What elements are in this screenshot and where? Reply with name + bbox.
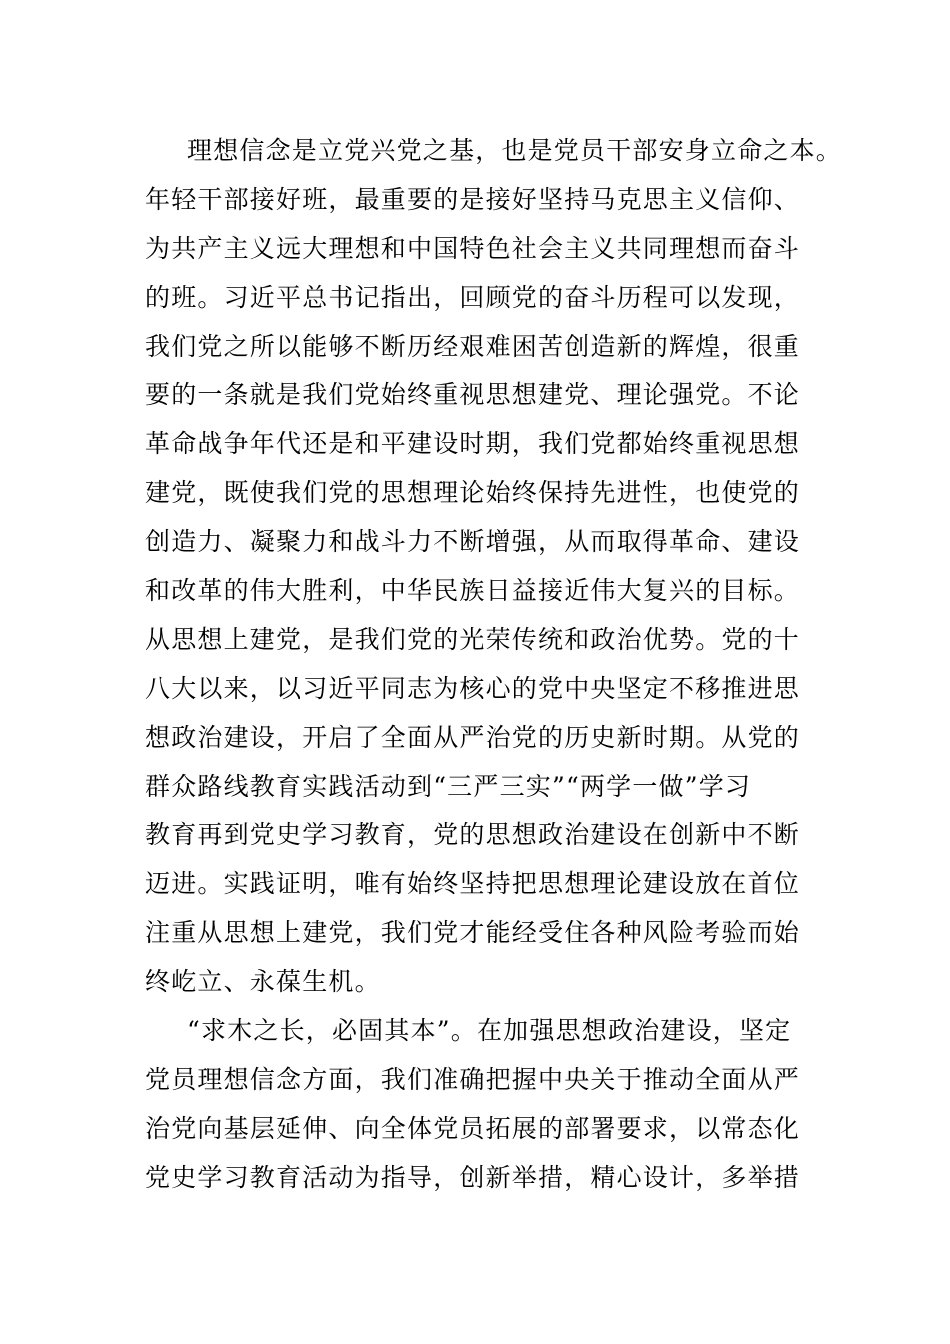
text-line: 终屹立、永葆生机。 <box>145 967 381 997</box>
text-line: 注重从思想上建党，我们党才能经受住各种风险考验而始 <box>145 918 801 948</box>
text-line: 建党，既使我们党的思想理论始终保持先进性，也使党的 <box>145 478 801 508</box>
text-line: 创造力、凝聚力和战斗力不断增强，从而取得革命、建设 <box>145 527 801 557</box>
body-text <box>145 127 843 1203</box>
text-line: 从思想上建党，是我们党的光荣传统和政治优势。党的十 <box>145 624 801 654</box>
text-line: 治党向基层延伸、向全体党员拓展的部署要求，以常态化 <box>145 1113 801 1143</box>
text-line: 八大以来，以习近平同志为核心的党中央坚定不移推进思 <box>145 673 801 703</box>
text-line: 要的一条就是我们党始终重视思想建党、理论强党。不论 <box>145 380 801 410</box>
text-line: 党史学习教育活动为指导，创新举措，精心设计，多举措 <box>145 1162 801 1192</box>
paragraph-1-first-line: 理想信念是立党兴党之基，也是党员干部安身立命之本。 <box>187 136 843 165</box>
text-line: 年轻干部接好班，最重要的是接好坚持马克思主义信仰、 <box>145 184 801 214</box>
text-line: 教育再到党史学习教育，党的思想政治建设在创新中不断 <box>145 820 801 850</box>
text-line: 我们党之所以能够不断历经艰难困苦创造新的辉煌，很重 <box>145 331 801 361</box>
text-line: 迈进。实践证明，唯有始终坚持把思想理论建设放在首位 <box>145 869 801 899</box>
text-line: 想政治建设，开启了全面从严治党的历史新时期。从党的 <box>145 722 801 752</box>
text-line: 和改革的伟大胜利，中华民族日益接近伟大复兴的目标。 <box>145 576 801 606</box>
text-line: 革命战争年代还是和平建设时期，我们党都始终重视思想 <box>145 429 801 459</box>
text-line: 群众路线教育实践活动到“三严三实”“两学一做”学习 <box>145 771 752 801</box>
text-line: 为共产主义远大理想和中国特色社会主义共同理想而奋斗 <box>145 233 801 263</box>
text-line: 党员理想信念方面，我们准确把握中央关于推动全面从严 <box>145 1064 801 1094</box>
paragraph-2-first-line: “求木之长，必固其本”。在加强思想政治建设，坚定 <box>187 1016 792 1046</box>
text-line: 的班。习近平总书记指出，回顾党的奋斗历程可以发现， <box>145 282 801 312</box>
